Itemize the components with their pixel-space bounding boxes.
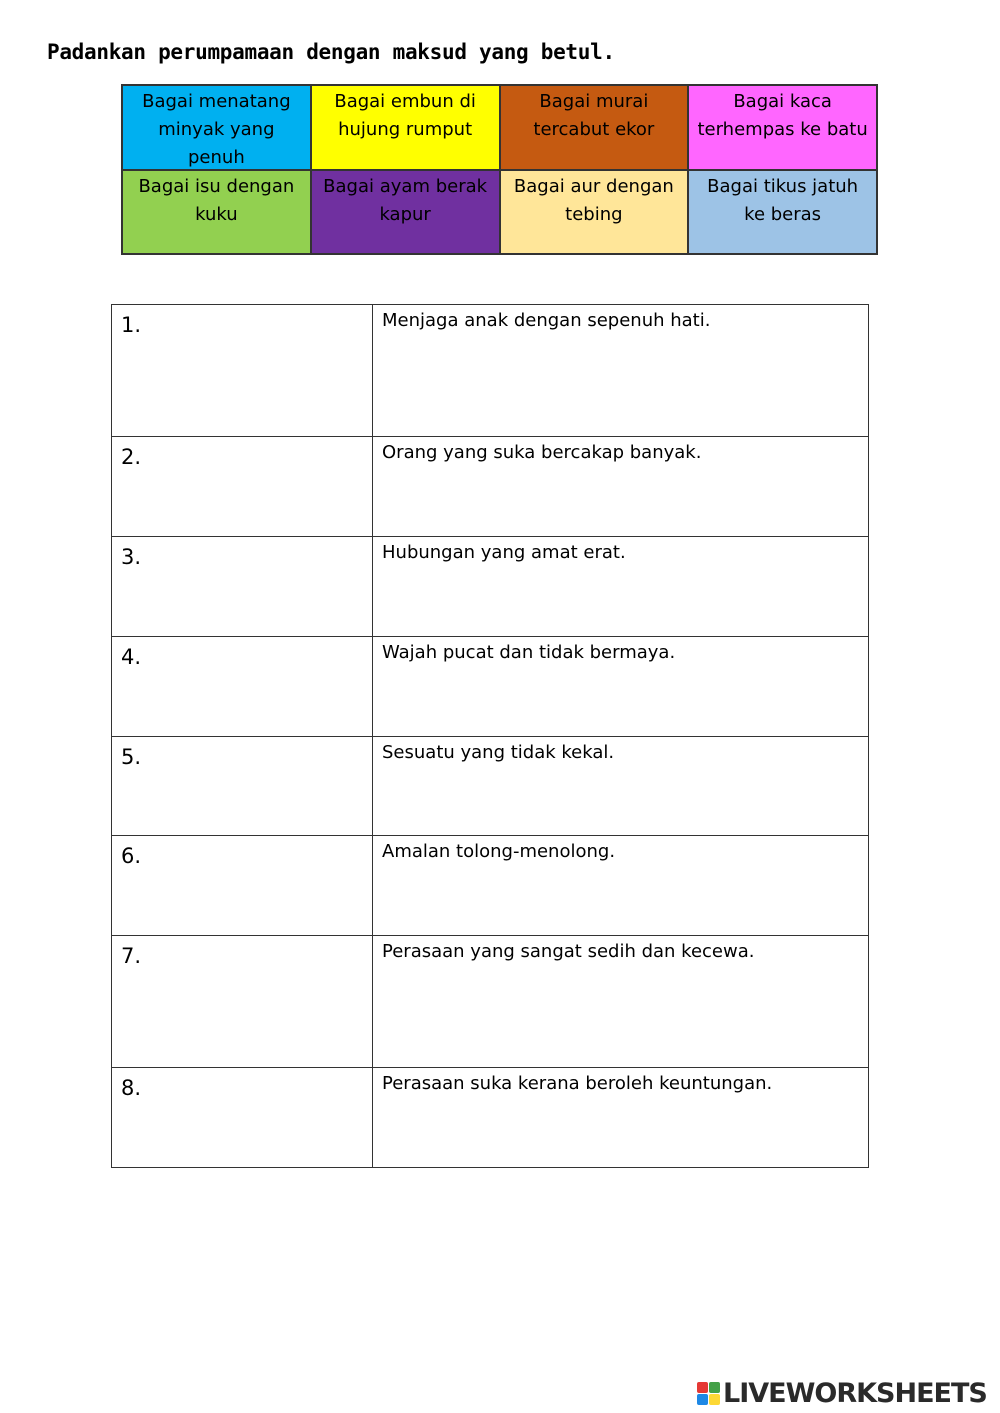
answer-drop-zone[interactable] (121, 1106, 362, 1157)
number-cell (112, 437, 373, 536)
table-row (112, 636, 868, 736)
table-row (112, 736, 868, 835)
table-row (112, 835, 868, 935)
number-cell (112, 737, 373, 835)
number-cell (112, 537, 373, 636)
meaning-text: Wajah pucat dan tidak bermaya. (382, 642, 676, 663)
option-card[interactable]: Bagai embun di hujung rumput (311, 85, 500, 170)
option-card[interactable]: Bagai aur dengan tebing (500, 170, 689, 255)
answer-drop-zone[interactable] (121, 874, 362, 925)
row-number: 6. (121, 844, 142, 868)
answer-drop-zone[interactable] (121, 775, 362, 825)
meaning-text: Orang yang suka bercakap banyak. (382, 442, 702, 463)
row-number: 2. (121, 445, 142, 469)
table-row (112, 436, 868, 536)
row-number: 5. (121, 745, 142, 769)
number-cell (112, 836, 373, 935)
meaning-text: Menjaga anak dengan sepenuh hati. (382, 310, 711, 331)
number-cell (112, 936, 373, 1067)
table-row (112, 536, 868, 636)
row-number: 8. (121, 1076, 142, 1100)
table-row (112, 935, 868, 1067)
page-title: Padankan perumpamaan dengan maksud yang betul. (47, 40, 615, 64)
number-cell (112, 637, 373, 736)
liveworksheets-logo (697, 1378, 987, 1409)
number-cell (112, 305, 373, 436)
number-cell (112, 1068, 373, 1167)
meaning-text: Hubungan yang amat erat. (382, 542, 626, 563)
row-number: 1. (121, 313, 142, 337)
row-number: 4. (121, 645, 142, 669)
meaning-text: Perasaan suka kerana beroleh keuntungan. (382, 1073, 773, 1094)
option-card[interactable]: Bagai menatang minyak yang penuh (122, 85, 311, 170)
answer-drop-zone[interactable] (121, 675, 362, 726)
option-bank (121, 84, 878, 255)
matching-table (111, 304, 869, 1168)
table-row (112, 1067, 868, 1167)
table-row (112, 305, 868, 436)
answer-drop-zone[interactable] (121, 343, 362, 426)
logo-text: LIVEWORKSHEETS (723, 1378, 987, 1409)
logo-icon (697, 1382, 720, 1405)
answer-drop-zone[interactable] (121, 475, 362, 526)
row-number: 3. (121, 545, 142, 569)
answer-drop-zone[interactable] (121, 575, 362, 626)
meaning-text: Sesuatu yang tidak kekal. (382, 742, 615, 763)
meaning-text: Perasaan yang sangat sedih dan kecewa. (382, 941, 755, 962)
option-card[interactable]: Bagai murai tercabut ekor (500, 85, 689, 170)
option-card[interactable]: Bagai tikus jatuh ke beras (688, 170, 877, 255)
row-number: 7. (121, 944, 142, 968)
meaning-text: Amalan tolong-menolong. (382, 841, 616, 862)
option-card[interactable]: Bagai ayam berak kapur (311, 170, 500, 255)
answer-drop-zone[interactable] (121, 974, 362, 1057)
option-card[interactable]: Bagai isu dengan kuku (122, 170, 311, 255)
option-card[interactable]: Bagai kaca terhempas ke batu (688, 85, 877, 170)
